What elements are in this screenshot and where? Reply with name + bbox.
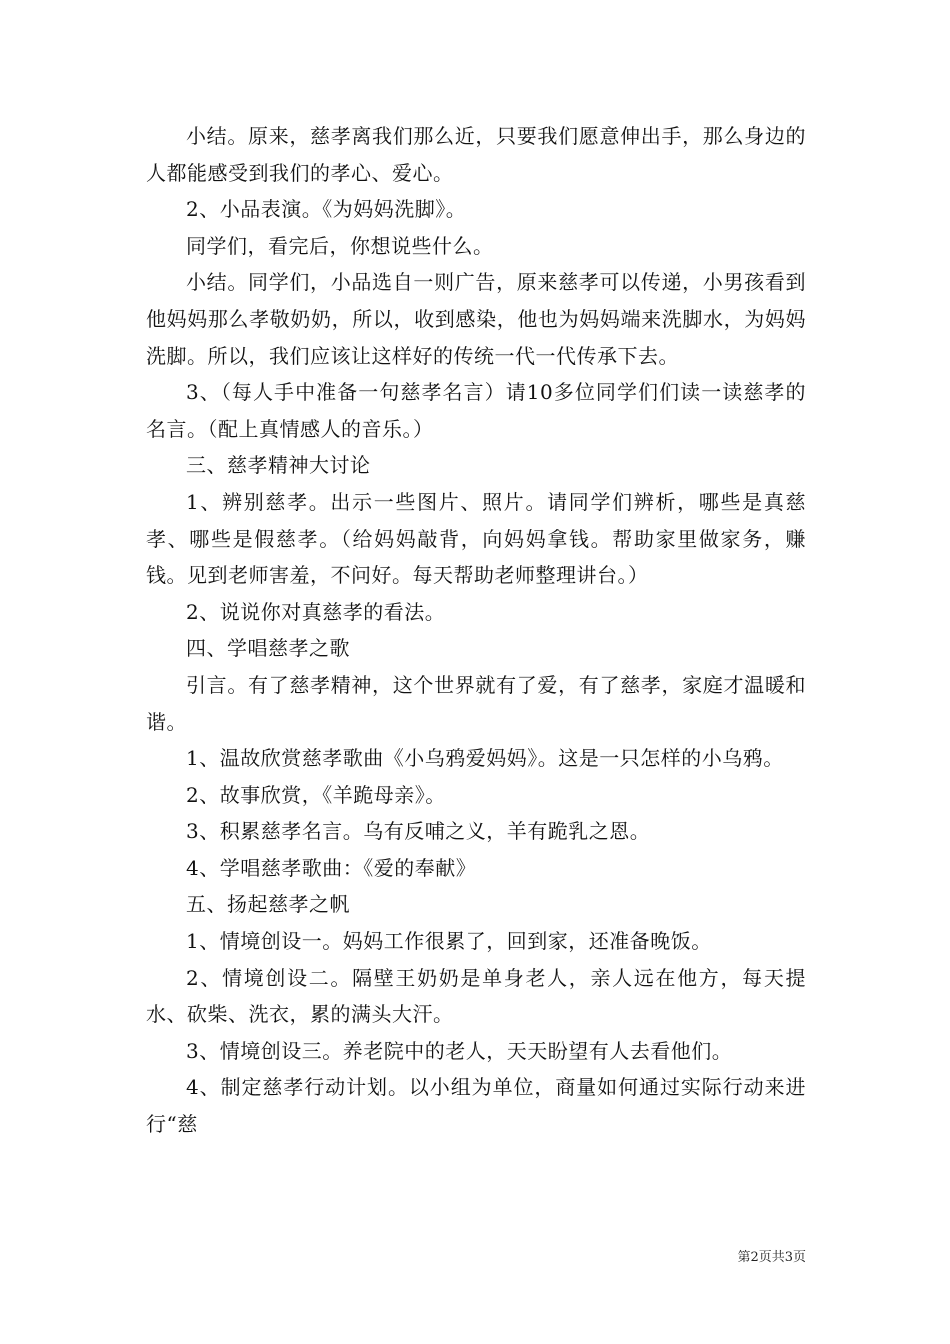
section-heading: 四、学唱慈孝之歌 — [186, 636, 350, 661]
section-heading: 三、慈孝精神大讨论 — [186, 453, 371, 478]
document-body — [146, 118, 806, 1143]
section-heading: 五、扬起慈孝之帆 — [186, 892, 350, 917]
paragraph: 2、情境创设二。隔壁王奶奶是单身老人，亲人远在他方，每天提水、砍柴、洗衣，累的满头大汗。 — [146, 965, 806, 1027]
paragraph: 2、故事欣赏，《羊跪母亲》。 — [186, 782, 446, 807]
paragraph: 1、情境创设一。妈妈工作很累了，回到家，还准备晚饭。 — [186, 929, 712, 954]
paragraph: 1、温故欣赏慈孝歌曲《小乌鸦爱妈妈》。这是一只怎样的小乌鸦。 — [186, 746, 784, 771]
paragraph: 3、（每人手中准备一句慈孝名言）请10多位同学们们读一读慈孝的名言。（配上真情感人的音乐。） — [146, 380, 806, 441]
paragraph: 2、小品表演。《为妈妈洗脚》。 — [186, 197, 467, 222]
paragraph: 4、学唱慈孝歌曲：《爱的奉献》 — [186, 855, 477, 880]
paragraph: 同学们，看完后，你想说些什么。 — [186, 233, 494, 258]
page-number-footer: 第2页共3页 — [737, 1250, 806, 1265]
paragraph: 小结。同学们，小品选自一则广告，原来慈孝可以传递，小男孩看到他妈妈那么孝敬奶奶，所以，收到感染，他也为妈妈端来洗脚水，为妈妈洗脚。所以，我们应该让这样好的传统一代一代传承下去。 — [146, 270, 806, 368]
paragraph: 3、积累慈孝名言。乌有反哺之义，羊有跪乳之恩。 — [186, 819, 651, 844]
paragraph: 2、说说你对真慈孝的看法。 — [186, 599, 446, 624]
paragraph: 4、制定慈孝行动计划。以小组为单位，商量如何通过实际行动来进行“慈 — [146, 1075, 806, 1137]
paragraph: 3、情境创设三。养老院中的老人，天天盼望有人去看他们。 — [186, 1038, 733, 1063]
paragraph: 小结。原来，慈孝离我们那么近，只要我们愿意伸出手，那么身边的人都能感受到我们的孝心、爱心。 — [146, 124, 806, 185]
paragraph: 1、辨别慈孝。出示一些图片、照片。请同学们辨析，哪些是真慈孝、哪些是假慈孝。（给妈妈敲背，向妈妈拿钱。帮助家里做家务，赚钱。见到老师害羞，不问好。每天帮助老师整理讲台。） — [146, 489, 806, 588]
paragraph: 引言。有了慈孝精神，这个世界就有了爱，有了慈孝，家庭才温暖和谐。 — [146, 672, 806, 734]
